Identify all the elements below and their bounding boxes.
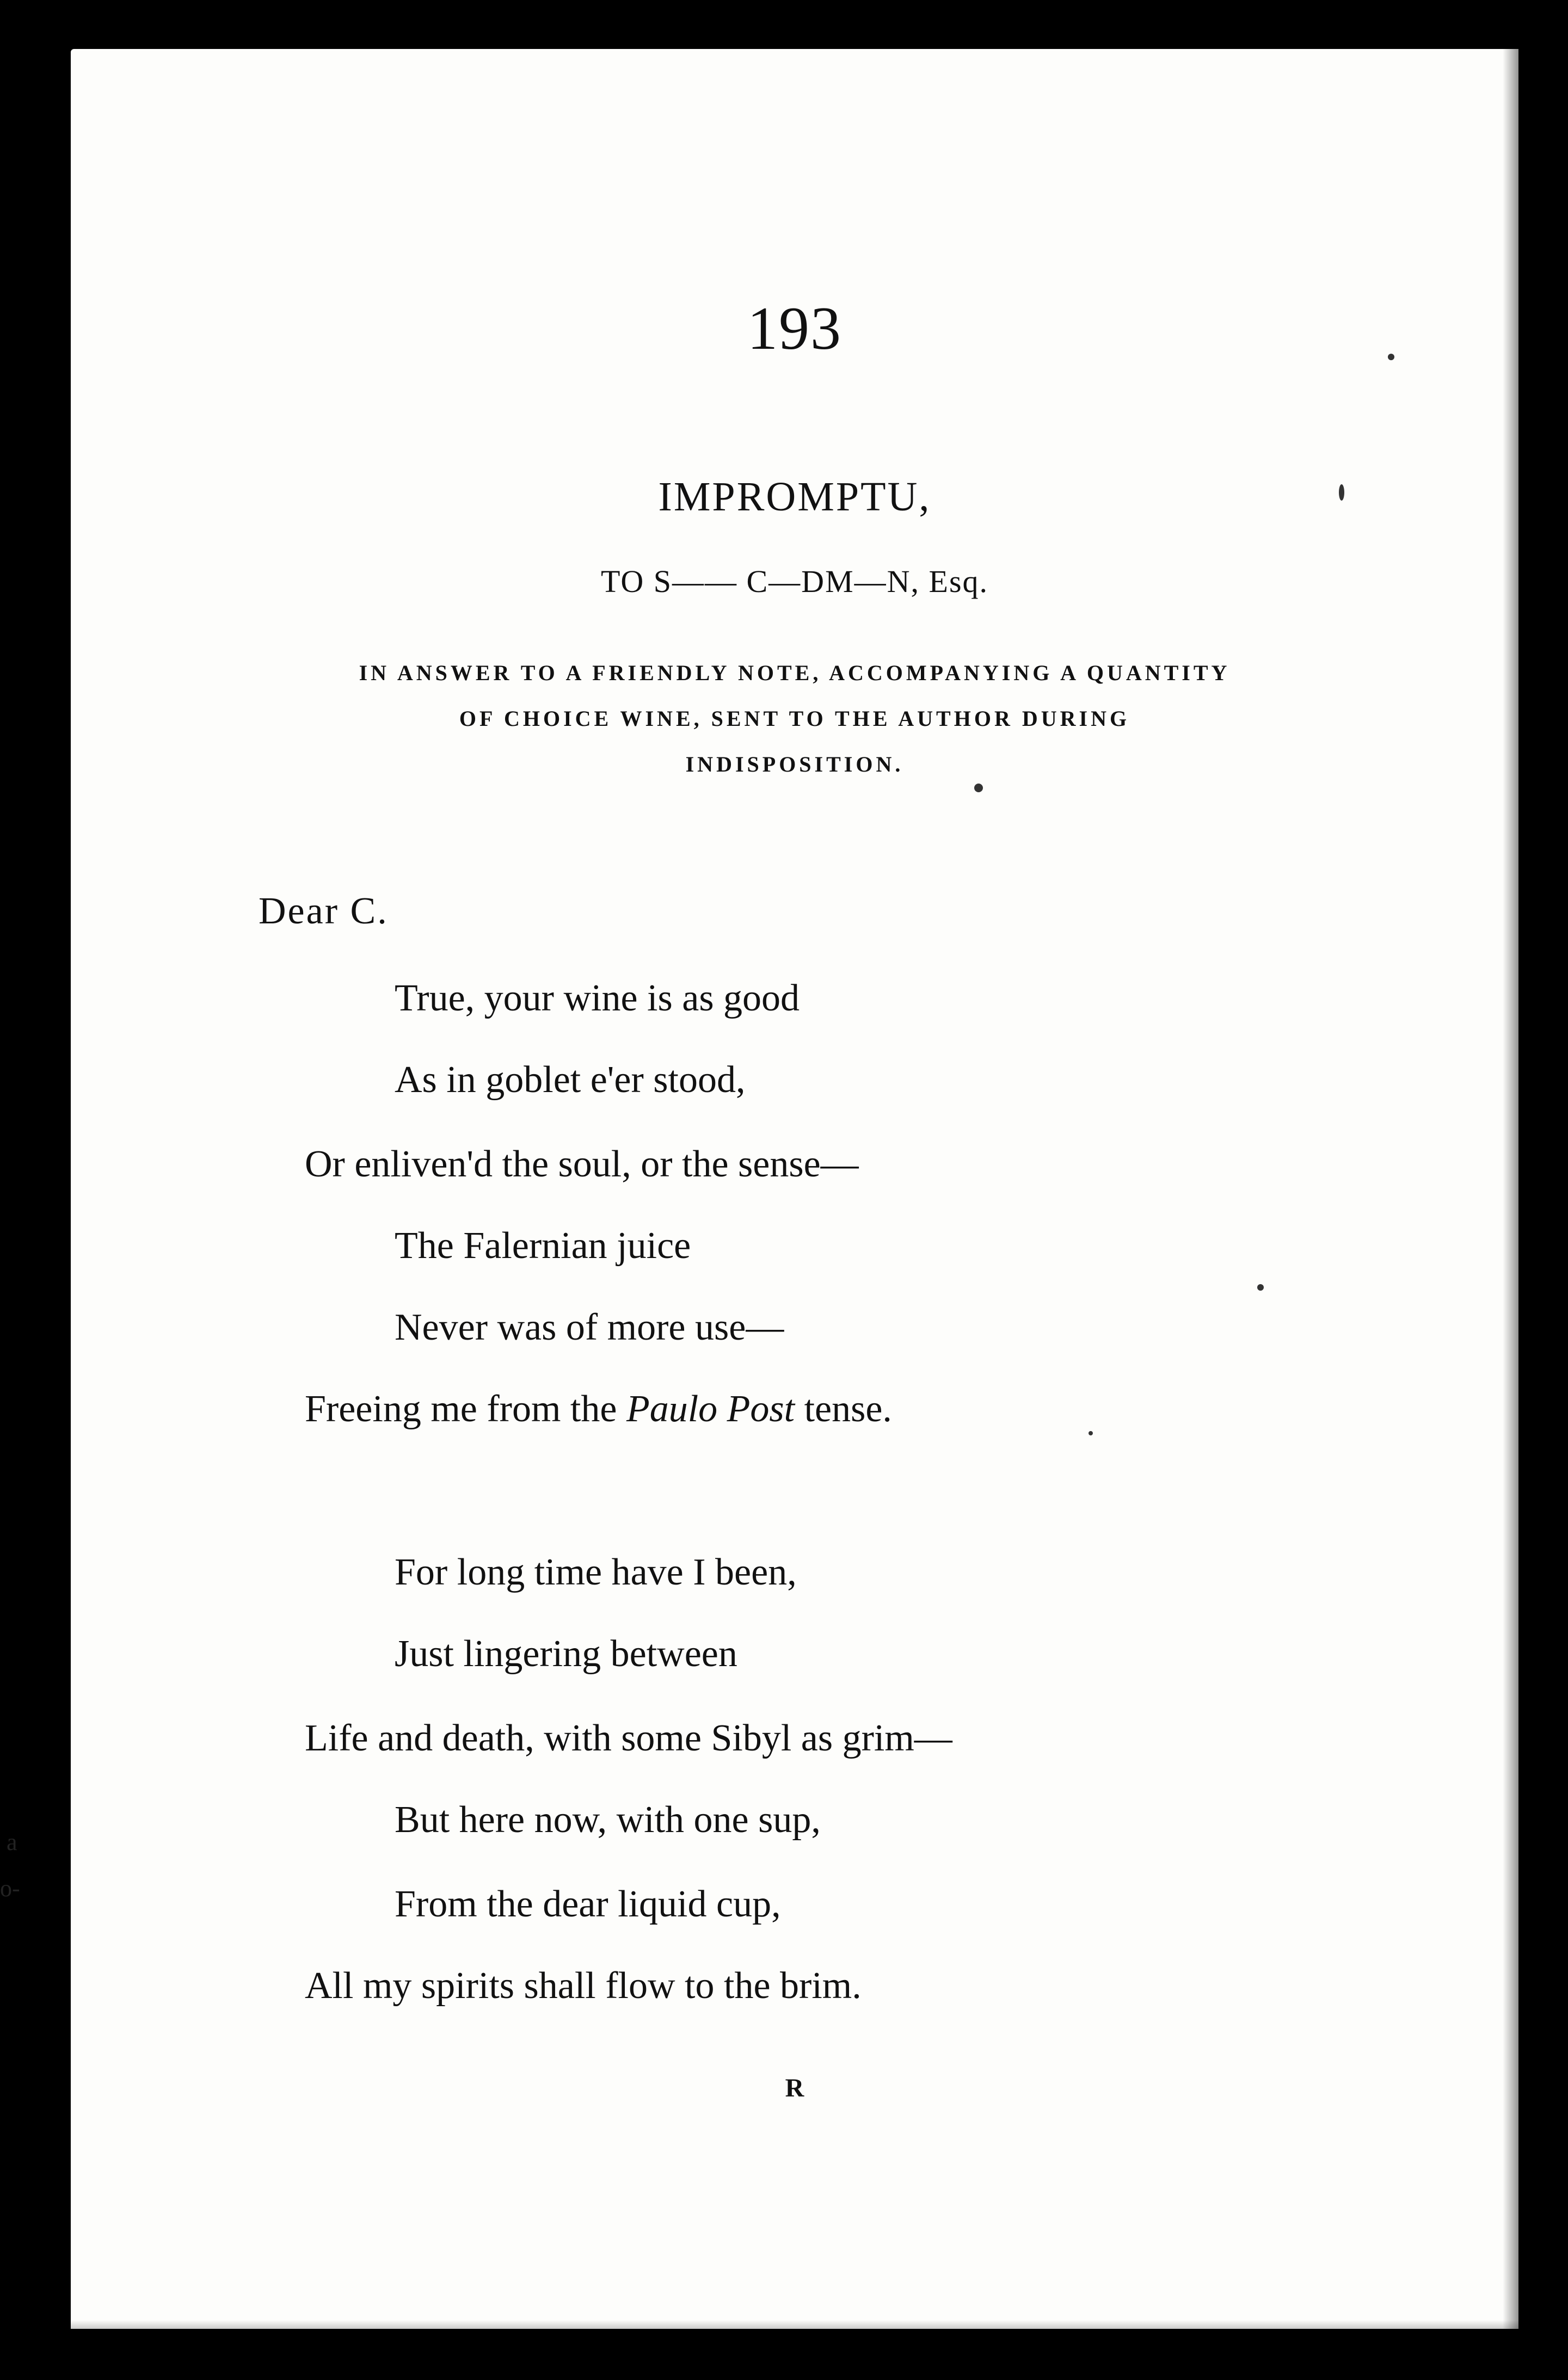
margin-fragment: a (7, 1829, 17, 1855)
subtitle-line: IN ANSWER TO A FRIENDLY NOTE, ACCOMPANYING A QUANTITY (359, 661, 1231, 685)
margin-fragment: o- (0, 1875, 20, 1902)
book-page (71, 49, 1518, 2329)
poem-line: Or enliven'd the soul, or the sense— (305, 1143, 859, 1185)
salutation: Dear C. (259, 890, 389, 932)
poem-line: All my spirits shall flow to the brim. (305, 1965, 862, 2007)
poem-line: Never was of more use— (395, 1306, 784, 1348)
scan-speck (1257, 1284, 1264, 1291)
page-edge-shadow (1503, 0, 1568, 2380)
poem-title: IMPROMPTU, (658, 474, 931, 520)
signature-mark: R (785, 2074, 804, 2102)
poem-line-text: Freeing me from the (305, 1388, 626, 1430)
poem-line: For long time have I been, (395, 1551, 797, 1593)
poem-line: Just lingering between (395, 1633, 737, 1675)
poem-line-italic: Paulo Post (626, 1388, 795, 1430)
poem-subtitle (196, 650, 1393, 787)
poem-line: But here now, with one sup, (395, 1799, 821, 1841)
subtitle-line: INDISPOSITION. (685, 752, 904, 776)
poem-line-text: tense. (795, 1388, 892, 1430)
scan-speck (1388, 354, 1394, 360)
scan-speck (1339, 484, 1344, 501)
scan-speck (1089, 1431, 1093, 1435)
poem-line: True, your wine is as good (395, 977, 800, 1019)
scan-speck (974, 784, 983, 792)
subtitle-line: OF CHOICE WINE, SENT TO THE AUTHOR DURING (459, 706, 1130, 731)
poem-line-with-italic (305, 1388, 892, 1431)
page-number: 193 (747, 295, 842, 362)
poem-line: Life and death, with some Sibyl as grim— (305, 1717, 952, 1759)
poem-line: As in goblet e'er stood, (395, 1059, 746, 1101)
poem-line: The Falernian juice (395, 1225, 691, 1267)
page-edge-shadow (0, 2320, 1568, 2380)
poem-dedication: TO S—— C—DM—N, Esq. (600, 564, 989, 599)
poem-line: From the dear liquid cup, (395, 1883, 781, 1925)
